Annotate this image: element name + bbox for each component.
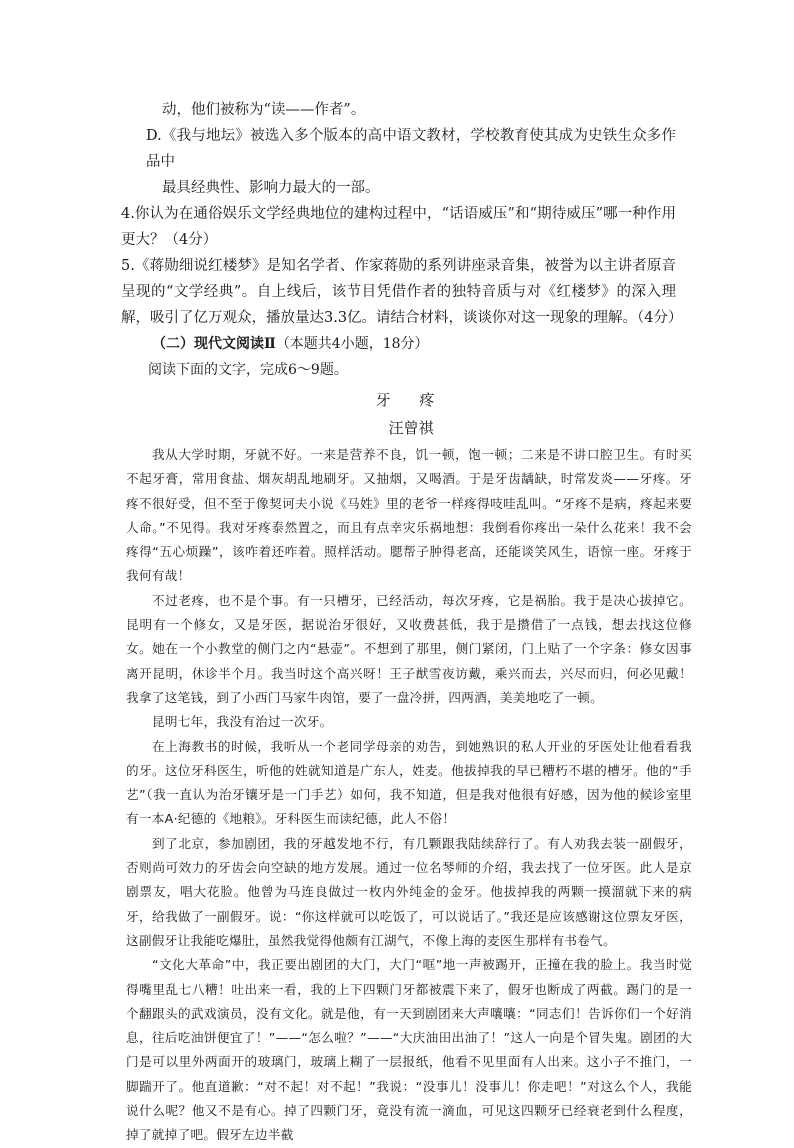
article-title: 牙 疼 [375,391,447,409]
article-paragraph: 在上海教书的时候，我听从一个老同学母亲的劝告，到她熟识的私人开业的牙医处让他看看我的牙。这位牙科医生，听他的姓就知道是广东人，姓麦。他拔掉我的早已糟朽不堪的槽牙。他的“手艺”（我一直认为治牙镶牙是一门手艺）如何，我不知道，但是我对他很有好感，因为他的候诊室里有一本A·纪德的《地粮》。牙科医生而读纪德，此人不俗！ [126,738,692,827]
article-paragraph: “文化大革命”中，我正要出剧团的大门，大门“哐”地一声被踢开，正撞在我的脸上。我当时觉得嘴里乱七八糟！吐出来一看，我的上下四颗门牙都被震下来了，假牙也断成了两截。踢门的是一个翻跟头的武戏演员，没有文化。就是他，有一天到剧团来大声嚷嚷：“同志们！告诉你们一个好消息，往后吃油饼便宜了！”——“怎么啦？”——“大庆油田出油了！”这人一向是个冒失鬼。剧团的大门是可以里外两面开的玻璃门，玻璃上糊了一层报纸，他看不见里面有人出来。这小子不推门，一脚踹开了。他直道歉：“对不起！对不起！”我说：“没事儿！没事儿！你走吧！”对这么个人，我能说什么呢？他又不是有心。掉了四颗门牙，竟没有流一滴血，可见这四颗牙已经衰老到什么程度，掉了就掉了吧。假牙左边半截 [126,957,692,1143]
article-paragraph: 昆明七年，我没有治过一次牙。 [152,714,333,730]
article-paragraph: 我从大学时期，牙就不好。一来是营养不良，饥一顿，饱一顿；二来是不讲口腔卫生。有时买不起牙膏，常用食盐、烟灰胡乱地刷牙。又抽烟，又喝酒。于是牙齿龋缺，时常发炎——牙疼。牙疼不很好受，但不至于像契诃夫小说《马姓》里的老爷一样疼得吱哇乱叫。“牙疼不是病，疼起来要人命。”不见得。我对牙疼泰然置之，而且有点幸灾乐祸地想：我倒看你疼出一朵什么花来！我不会疼得“五心烦躁”，该咋着还咋着。照样活动。腮帮子肿得老高，还能谈笑风生，语惊一座。牙疼于我何有哉！ [126,447,692,584]
question-4: 4.你认为在通俗娱乐文学经典地位的建构过程中，“话语威压”和“期待威压”哪一种作用更大？（4分） [121,206,676,248]
question-5: 5.《蒋勋细说红楼梦》是知名学者、作家蒋勋的系列讲座录音集，被誉为以主讲者原音呈现的“文学经典”。自上线后，该节目凭借作者的独特音质与对《红楼梦》的深入理解，吸引了亿万观众，播放量达3.3亿。请结合材料，谈谈你对这一现象的理解。（4分） [121,258,683,326]
article-body [126,443,692,1148]
section-title: （二）现代文阅读Ⅱ [152,336,276,352]
option-d: D.《我与地坛》被选入多个版本的高中语文教材，学校教育使其成为史铁生众多作品中 [146,128,676,170]
option-c-continuation: 动，他们被称为“读——作者”。 [162,102,366,118]
article-author: 汪曾祺 [388,419,434,437]
article-paragraph: 不过老疼，也不是个事。有一只槽牙，已经活动，每次牙疼，它是祸胎。我于是决心拔掉它。昆明有一个修女，又是牙医，据说治牙很好，又收费甚低，我于是攒借了一点钱，想去找这位修女。她在一个小教堂的侧门之内“悬壶”。不想到了那里，侧门紧闭，门上贴了一个字条：修女因事离开昆明，休诊半个月。我当时这个高兴呀！王子猷雪夜访戴，乘兴而去，兴尽而归，何必见戴！我拿了这笔钱，到了小西门马家牛肉馆，要了一盘冷拼，四两酒，美美地吃了一顿。 [126,592,692,705]
section-note: （本题共4小题，18分） [275,336,429,352]
exam-page [121,97,692,1148]
article-paragraph: 到了北京，参加剧团，我的牙越发地不行，有几颗跟我陆续辞行了。有人劝我去装一副假牙，否则尚可效力的牙齿会向空缺的地方发展。通过一位名琴师的介绍，我去找了一位牙医。此人是京剧票友，唱大花脸。他曾为马连良做过一枚内外纯金的金牙。他拔掉我的两颗一摸溜就下来的病牙，给我做了一副假牙。说：“你这样就可以吃饭了，可以说话了。”我还是应该感谢这位票友牙医，这副假牙让我能吃爆肚，虽然我觉得他颇有江湖气，不像上海的麦医生那样有书卷气。 [126,835,692,948]
section-heading [146,331,676,357]
reading-instruction: 阅读下面的文字，完成6～9题。 [148,362,348,378]
option-d-continuation: 最具经典性、影响力最大的一部。 [162,180,380,196]
